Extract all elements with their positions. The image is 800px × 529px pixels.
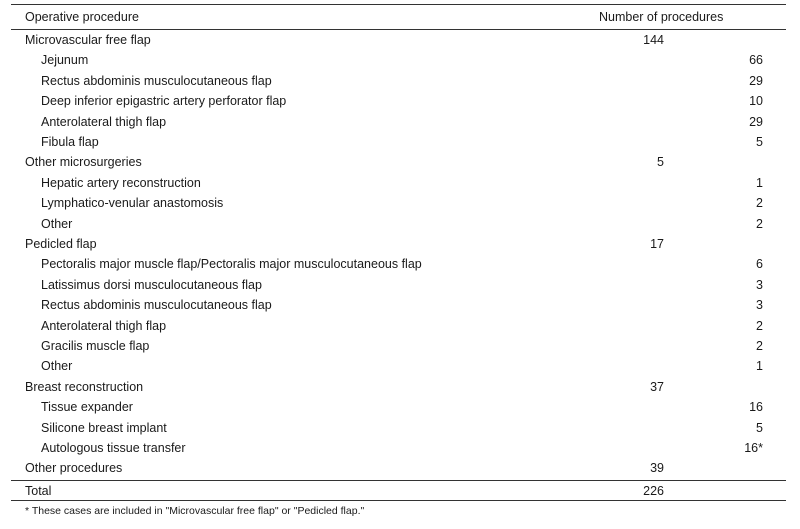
row-count: 3 [756, 298, 763, 313]
row-count: 29 [749, 114, 763, 129]
row-count: 16* [744, 441, 763, 455]
row-count: 3 [756, 277, 763, 292]
row-label: Tissue expander [41, 400, 133, 415]
row-count: 1 [756, 175, 763, 190]
group-row [0, 458, 800, 478]
total-label: Total [25, 484, 52, 498]
row-count: 66 [749, 53, 763, 68]
item-row [0, 71, 800, 91]
item-row [0, 193, 800, 213]
item-row [0, 214, 800, 234]
row-label: Deep inferior epigastric artery perforator flap [41, 94, 287, 109]
item-row [0, 173, 800, 193]
item-row [0, 316, 800, 336]
top-rule [11, 4, 786, 5]
row-label: Autologous tissue transfer [41, 441, 186, 455]
row-label: Microvascular free flap [25, 33, 151, 47]
row-label: Jejunum [41, 53, 89, 68]
group-row [0, 152, 800, 172]
row-count: 17 [650, 237, 664, 251]
item-row [0, 295, 800, 315]
row-count: 2 [756, 318, 763, 333]
row-count: 1 [756, 359, 763, 374]
group-row [0, 234, 800, 254]
row-label: Latissimus dorsi musculocutaneous flap [41, 277, 262, 292]
row-count: 5 [756, 420, 763, 435]
row-label: Other microsurgeries [25, 155, 142, 170]
item-row [0, 418, 800, 438]
row-count: 39 [650, 461, 664, 476]
item-row [0, 91, 800, 111]
group-row [0, 30, 800, 50]
row-label: Rectus abdominis musculocutaneous flap [41, 73, 272, 88]
item-row [0, 336, 800, 356]
row-count: 144 [643, 33, 664, 47]
row-label: Fibula flap [41, 135, 99, 149]
row-label: Other procedures [25, 461, 123, 476]
row-label: Other [41, 216, 73, 231]
row-count: 10 [749, 94, 763, 109]
row-count: 5 [756, 135, 763, 149]
item-row [0, 132, 800, 152]
item-row [0, 438, 800, 458]
item-row [0, 50, 800, 70]
row-label: Lymphatico-venular anastomosis [41, 196, 224, 211]
row-label: Pedicled flap [25, 237, 97, 251]
row-count: 2 [756, 339, 763, 353]
item-row [0, 275, 800, 295]
row-count: 16 [749, 400, 763, 415]
row-count: 2 [756, 216, 763, 231]
row-label: Breast reconstruction [25, 379, 144, 394]
row-count: 2 [756, 196, 763, 211]
header-count: Number of procedures [599, 10, 724, 24]
item-row [0, 112, 800, 132]
row-count: 5 [657, 155, 664, 170]
row-label: Gracilis muscle flap [41, 339, 150, 353]
row-label: Other [41, 359, 73, 374]
item-row [0, 356, 800, 376]
row-label: Silicone breast implant [41, 420, 167, 435]
row-label: Hepatic artery reconstruction [41, 175, 201, 190]
item-row [0, 397, 800, 417]
row-label: Anterolateral thigh flap [41, 114, 167, 129]
row-label: Rectus abdominis musculocutaneous flap [41, 298, 272, 313]
bottom-rule [11, 500, 786, 501]
group-row [0, 377, 800, 397]
row-count: 29 [749, 73, 763, 88]
row-count: 37 [650, 379, 664, 394]
total-row [0, 481, 800, 501]
total-count: 226 [643, 484, 664, 498]
item-row [0, 254, 800, 274]
row-label: Pectoralis major muscle flap/Pectoralis major musculocutaneous flap [41, 257, 422, 272]
footnote: * These cases are included in "Microvascular free flap" or "Pedicled flap." [25, 505, 365, 517]
row-label: Anterolateral thigh flap [41, 318, 167, 333]
header-procedure: Operative procedure [25, 10, 139, 24]
row-count: 6 [756, 257, 763, 272]
